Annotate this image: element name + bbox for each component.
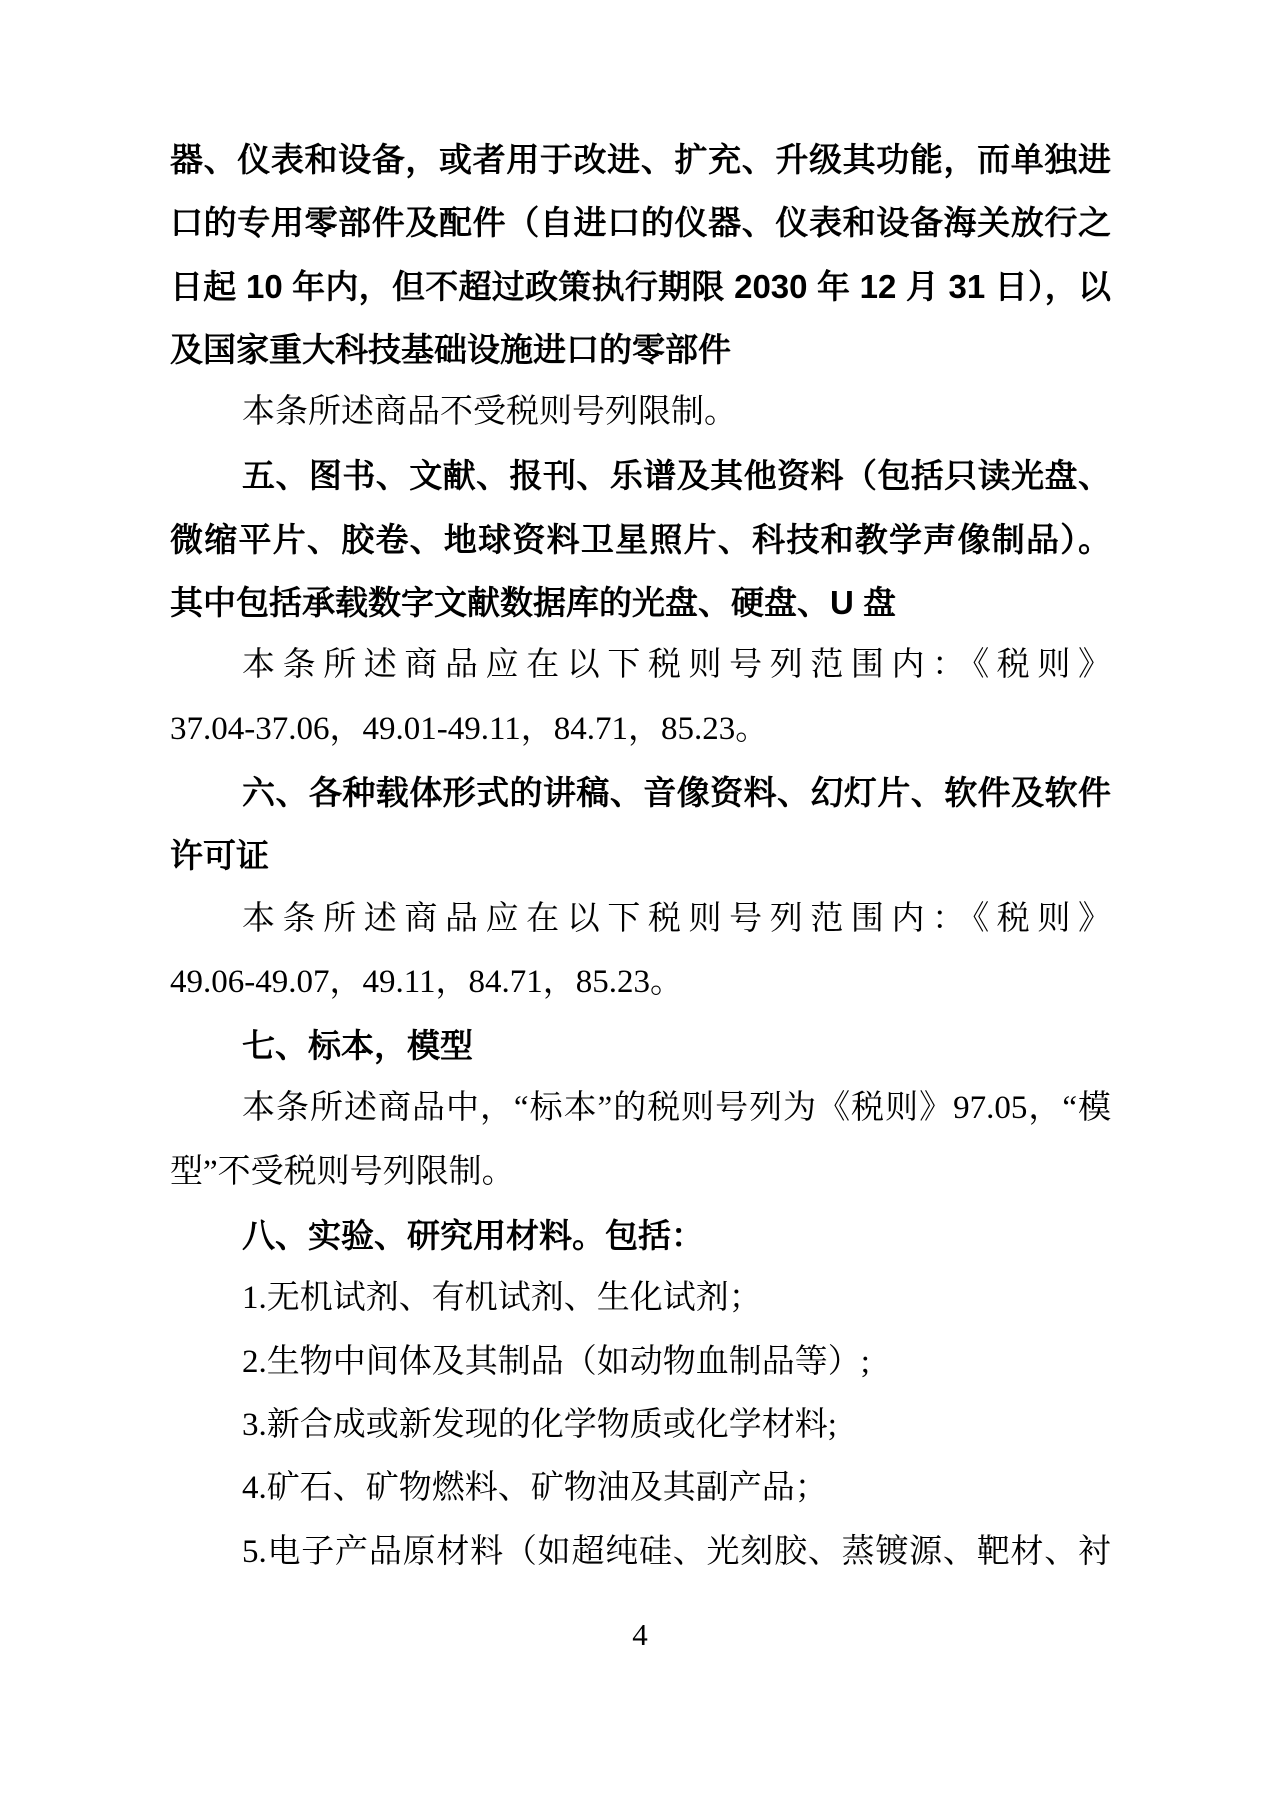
document-heading-5: 五、图书、文献、报刊、乐谱及其他资料（包括只读光盘、 [242,457,1111,495]
document-list-item: 4.矿石、矿物燃料、矿物油及其副产品； [242,1470,828,1507]
page-number: 4 [632,1617,648,1652]
document-line: 及国家重大科技基础设施进口的零部件 [170,330,731,368]
document-line: 其中包括承载数字文献数据库的光盘、硬盘、U 盘 [170,584,896,622]
document-line: 本条所述商品不受税则号列限制。 [242,394,737,431]
document-line: 37.04-37.06，49.01-49.11，84.71，85.23。 [170,710,769,747]
document-line: 许可证 [170,837,269,875]
document-line: 器、仪表和设备，或者用于改进、扩充、升级其功能，而单独进 [170,141,1111,178]
document-line: 本条所述商品应在以下税则号列范围内：《税则》 [242,900,1111,937]
document-line: 微缩平片、胶卷、地球资料卫星照片、科技和教学声像制品）。 [170,520,1111,558]
document-heading-6: 六、各种载体形式的讲稿、音像资料、幻灯片、软件及软件 [242,773,1111,811]
document-list-item: 3.新合成或新发现的化学物质或化学材料; [242,1406,837,1443]
document-list-item: 1.无机试剂、有机试剂、生化试剂； [242,1280,762,1317]
document-line: 本条所述商品应在以下税则号列范围内：《税则》 [242,647,1111,684]
document-heading-7: 七、标本，模型 [242,1027,473,1065]
document-line: 口的专用零部件及配件（自进口的仪器、仪表和设备海关放行之 [170,204,1111,242]
document-line: 型”不受税则号列限制。 [170,1153,515,1190]
document-line: 本条所述商品中，“标本”的税则号列为《税则》97.05，“模 [242,1090,1111,1127]
document-heading-8: 八、实验、研究用材料。包括： [242,1217,704,1255]
document-page-body [170,128,1111,1584]
document-line: 日起 10 年内，但不超过政策执行期限 2030 年 12 月 31 日），以 [170,267,1111,305]
document-list-item: 5.电子产品原材料（如超纯硅、光刻胶、蒸镀源、靶材、衬 [242,1533,1111,1570]
document-list-item: 2.生物中间体及其制品（如动物血制品等）; [242,1343,870,1380]
document-line: 49.06-49.07，49.11，84.71，85.23。 [170,963,684,1000]
